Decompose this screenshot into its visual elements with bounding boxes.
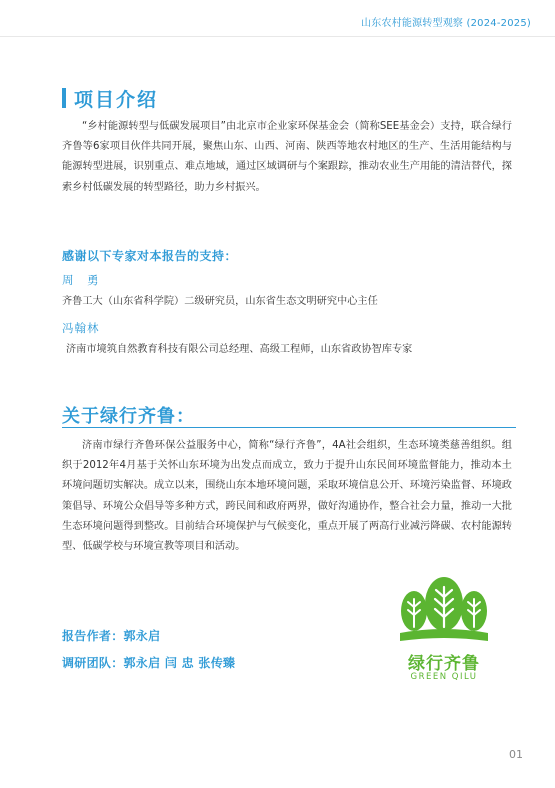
project-intro-heading (62, 86, 158, 110)
page-number: 01 (509, 748, 523, 761)
heading-accent-bar (62, 88, 66, 108)
expert-name: 冯翰林 (62, 321, 100, 335)
tree-logo-icon (394, 575, 494, 649)
header-divider (0, 36, 555, 37)
logo-english-name: GREEN QILU (410, 672, 478, 682)
report-author: 报告作者：郭永启 (62, 629, 161, 643)
expert-affiliation: 济南市境筑自然教育科技有限公司总经理、高级工程师，山东省政协智库专家 (66, 344, 413, 355)
expert-affiliation: 齐鲁工大（山东省科学院）二级研究员，山东省生态文明研究中心主任 (62, 296, 378, 307)
project-intro-paragraph: “乡村能源转型与低碳发展项目”由北京市企业家环保基金会（简称SEE基金会）支持，联合绿行齐鲁等6家项目伙伴共同开展，聚焦山东、山西、河南、陕西等地农村地区的生产、生活用能结构与能源转型进展，识别重点、难点地域，通过区域调研与个案跟踪，推动农业生产用能的清洁替代，探索乡村低碳发展的转型路径，助力乡村振兴。 (62, 121, 512, 193)
logo-chinese-name: 绿行齐鲁 (408, 654, 480, 674)
about-title-underline (62, 427, 516, 428)
running-header (0, 0, 555, 37)
green-qilu-logo (394, 575, 494, 685)
about-org-paragraph: 济南市绿行齐鲁环保公益服务中心，简称“绿行齐鲁”，4A社会组织，生态环境类慈善组织。组织于2012年4月基于关怀山东环境为出发点而成立，致力于提升山东民间环境监督能力，推动本土环境问题切实解决。成立以来，围绕山东本地环境问题，采取环境信息公开、环境污染监督、环境政策倡导、环境公众倡导等多种方式，跨民间和政府两界，做好沟通协作，整合社会力量，推动一大批生态环境问题得到整改。目前结合环境保护与气候变化，重点开展了两高行业减污降碳、农村能源转型、低碳学校与环境宣教等项目和活动。 (62, 440, 512, 553)
report-running-title: 山东农村能源转型观察 (2024-2025) (361, 18, 531, 29)
expert-name: 周 勇 (62, 273, 100, 287)
research-team: 调研团队：郭永启 闫 忠 张传臻 (62, 656, 236, 670)
project-intro-title: 项目介绍 (74, 88, 159, 111)
about-org-title: 关于绿行齐鲁： (62, 406, 195, 427)
acknowledgement-title: 感谢以下专家对本报告的支持： (62, 249, 238, 263)
